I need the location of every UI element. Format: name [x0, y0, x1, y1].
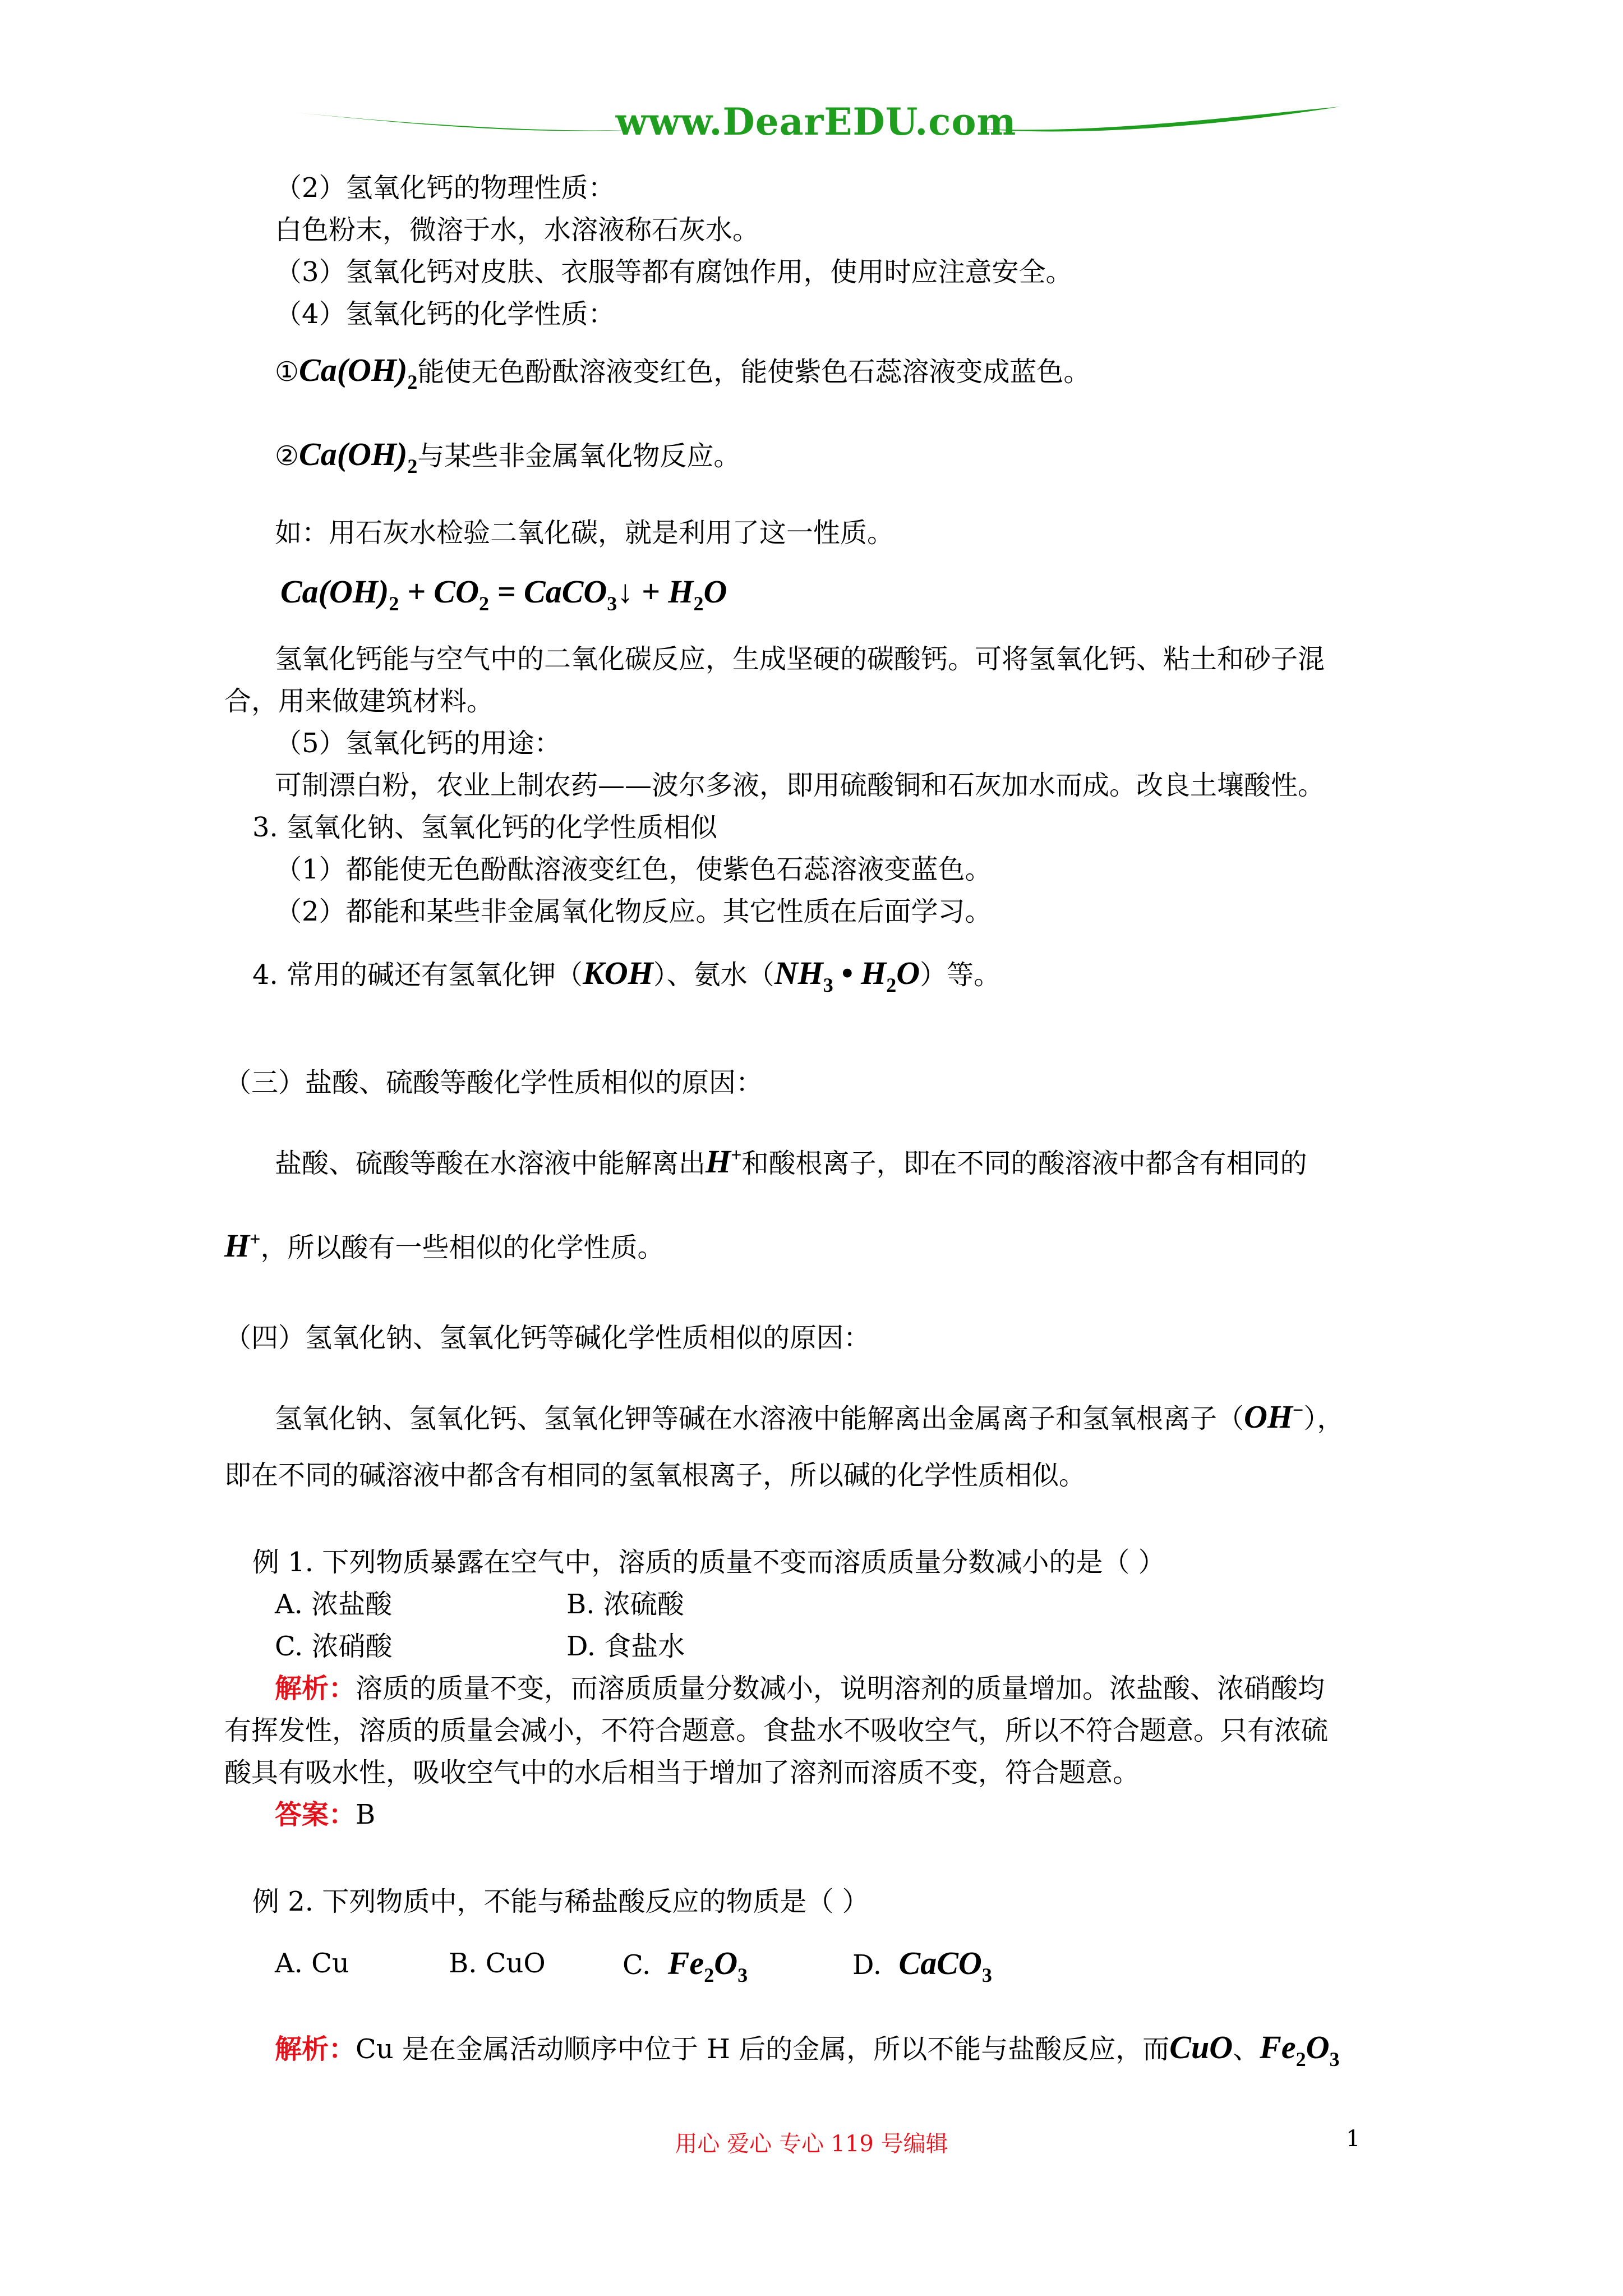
text-line-formula: 氢氧化钠、氢氧化钙、氢氧化钾等碱在水溶液中能解离出金属离子和氢氧根离子（OH−）， [275, 1398, 1344, 1435]
text-line: 即在不同的碱溶液中都含有相同的氢氧根离子，所以碱的化学性质相似。 [224, 1460, 1086, 1491]
chemical-equation: $Ca(OH)_2 + CO_2$ = CaCO$_3$↓ + $H_2O$ [280, 573, 727, 615]
section-heading: （三）盐酸、硫酸等酸化学性质相似的原因： [224, 1067, 763, 1098]
formula-oh-minus: OH− [1244, 1398, 1304, 1435]
text-line-formula: 4. 常用的碱还有氢氧化钾（KOH）、氨水（$NH_3$ • $H_2O$）等。 [252, 955, 1001, 996]
formula-h-plus: H+ [224, 1227, 261, 1264]
text-line-formula: 盐酸、硫酸等酸在水溶液中能解离出H+和酸根离子，即在不同的酸溶液中都含有相同的 [275, 1143, 1307, 1180]
analysis-line: 解析：溶质的质量不变，而溶质质量分数减小，说明溶剂的质量增加。浓盐酸、浓硝酸均 [275, 1673, 1325, 1704]
analysis-label: 解析： [275, 2033, 356, 2065]
text-line: （3）氢氧化钙对皮肤、衣服等都有腐蚀作用，使用时应注意安全。 [275, 256, 1073, 288]
option: D. 食盐水 [566, 1631, 685, 1662]
page-footer: 用心 爱心 专心 119 号编辑 [675, 2131, 948, 2157]
text-line: （4）氢氧化钙的化学性质： [275, 298, 615, 330]
circled-number: ① [275, 356, 299, 388]
text-line-formula: $②Ca(OH)_2$与某些非金属氧化物反应。 [275, 436, 741, 477]
formula-caco3: CaCO$_3$ [898, 1945, 992, 1986]
circled-number: ② [275, 440, 299, 472]
options-line: A. Cu [275, 1948, 349, 1979]
formula-koh: KOH [583, 955, 653, 991]
section-heading: （四）氢氧化钠、氢氧化钙等碱化学性质相似的原因： [224, 1322, 871, 1354]
option: B. CuO [449, 1948, 546, 1979]
example-question: 例 1. 下列物质暴露在空气中，溶质的质量不变而溶质质量分数减小的是（ ） [252, 1547, 1165, 1578]
formula-cuo: CuO [1169, 2029, 1233, 2065]
formula-caoh2: $Ca(OH)_2$ [299, 436, 418, 477]
analysis-line: 酸具有吸水性，吸收空气中的水后相当于增加了溶剂而溶质不变，符合题意。 [224, 1757, 1140, 1788]
example-question: 例 2. 下列物质中，不能与稀盐酸反应的物质是（ ） [252, 1886, 869, 1917]
formula-fe2o3: $Fe_2O_3$ [667, 1945, 748, 1986]
page-number: 1 [1346, 2126, 1361, 2152]
text-line: （1）都能使无色酚酞溶液变红色，使紫色石蕊溶液变蓝色。 [275, 854, 992, 885]
site-header-banner [292, 90, 1340, 151]
text-line-formula: $①Ca(OH)_2$能使无色酚酞溶液变红色，能使紫色石蕊溶液变成蓝色。 [275, 352, 1091, 393]
option: A. 浓盐酸 [275, 1589, 393, 1620]
text-line: 如：用石灰水检验二氧化碳，就是利用了这一性质。 [275, 517, 895, 549]
text-line: （2）氢氧化钙的物理性质： [275, 172, 615, 204]
text-line: 氢氧化钙能与空气中的二氧化碳反应，生成坚硬的碳酸钙。可将氢氧化钙、粘土和砂子混 [275, 643, 1325, 675]
option: B. 浓硫酸 [566, 1589, 684, 1620]
text-line-formula: H+，所以酸有一些相似的化学性质。 [224, 1227, 665, 1264]
text-line: 可制漂白粉，农业上制农药——波尔多液，即用硫酸铜和石灰加水而成。改良土壤酸性。 [275, 770, 1325, 801]
answer-line: 答案：B [275, 1799, 376, 1830]
text-line: 3. 氢氧化钠、氢氧化钙的化学性质相似 [252, 812, 718, 843]
formula-caoh2: $Ca(OH)_2$ [299, 352, 418, 393]
analysis-line: 有挥发性，溶质的质量会减小，不符合题意。食盐水不吸收空气，所以不符合题意。只有浓硫 [224, 1715, 1329, 1746]
site-name: www.DearEDU.com [615, 100, 1017, 144]
answer-label: 答案： [275, 1799, 356, 1830]
option: C. 浓硝酸 [275, 1631, 393, 1662]
formula-fe2o3: $Fe_2O_3$ [1260, 2029, 1340, 2070]
analysis-line: 解析：Cu 是在金属活动顺序中位于 H 后的金属，所以不能与盐酸反应，而CuO、$Fe_2O_3$ [275, 2029, 1340, 2070]
option: C. $Fe_2O_3$ [623, 1945, 748, 1986]
text-line: 白色粉末，微溶于水，水溶液称石灰水。 [275, 214, 760, 246]
option: D. CaCO$_3$ [852, 1945, 992, 1986]
analysis-label: 解析： [275, 1673, 356, 1704]
formula-h-plus: H+ [706, 1143, 742, 1180]
text-line: （5）氢氧化钙的用途： [275, 728, 561, 759]
formula-ammonia: $NH_3$ • $H_2O$ [774, 955, 920, 996]
text-line: 合，用来做建筑材料。 [224, 685, 494, 717]
text-line: （2）都能和某些非金属氧化物反应。其它性质在后面学习。 [275, 896, 992, 927]
